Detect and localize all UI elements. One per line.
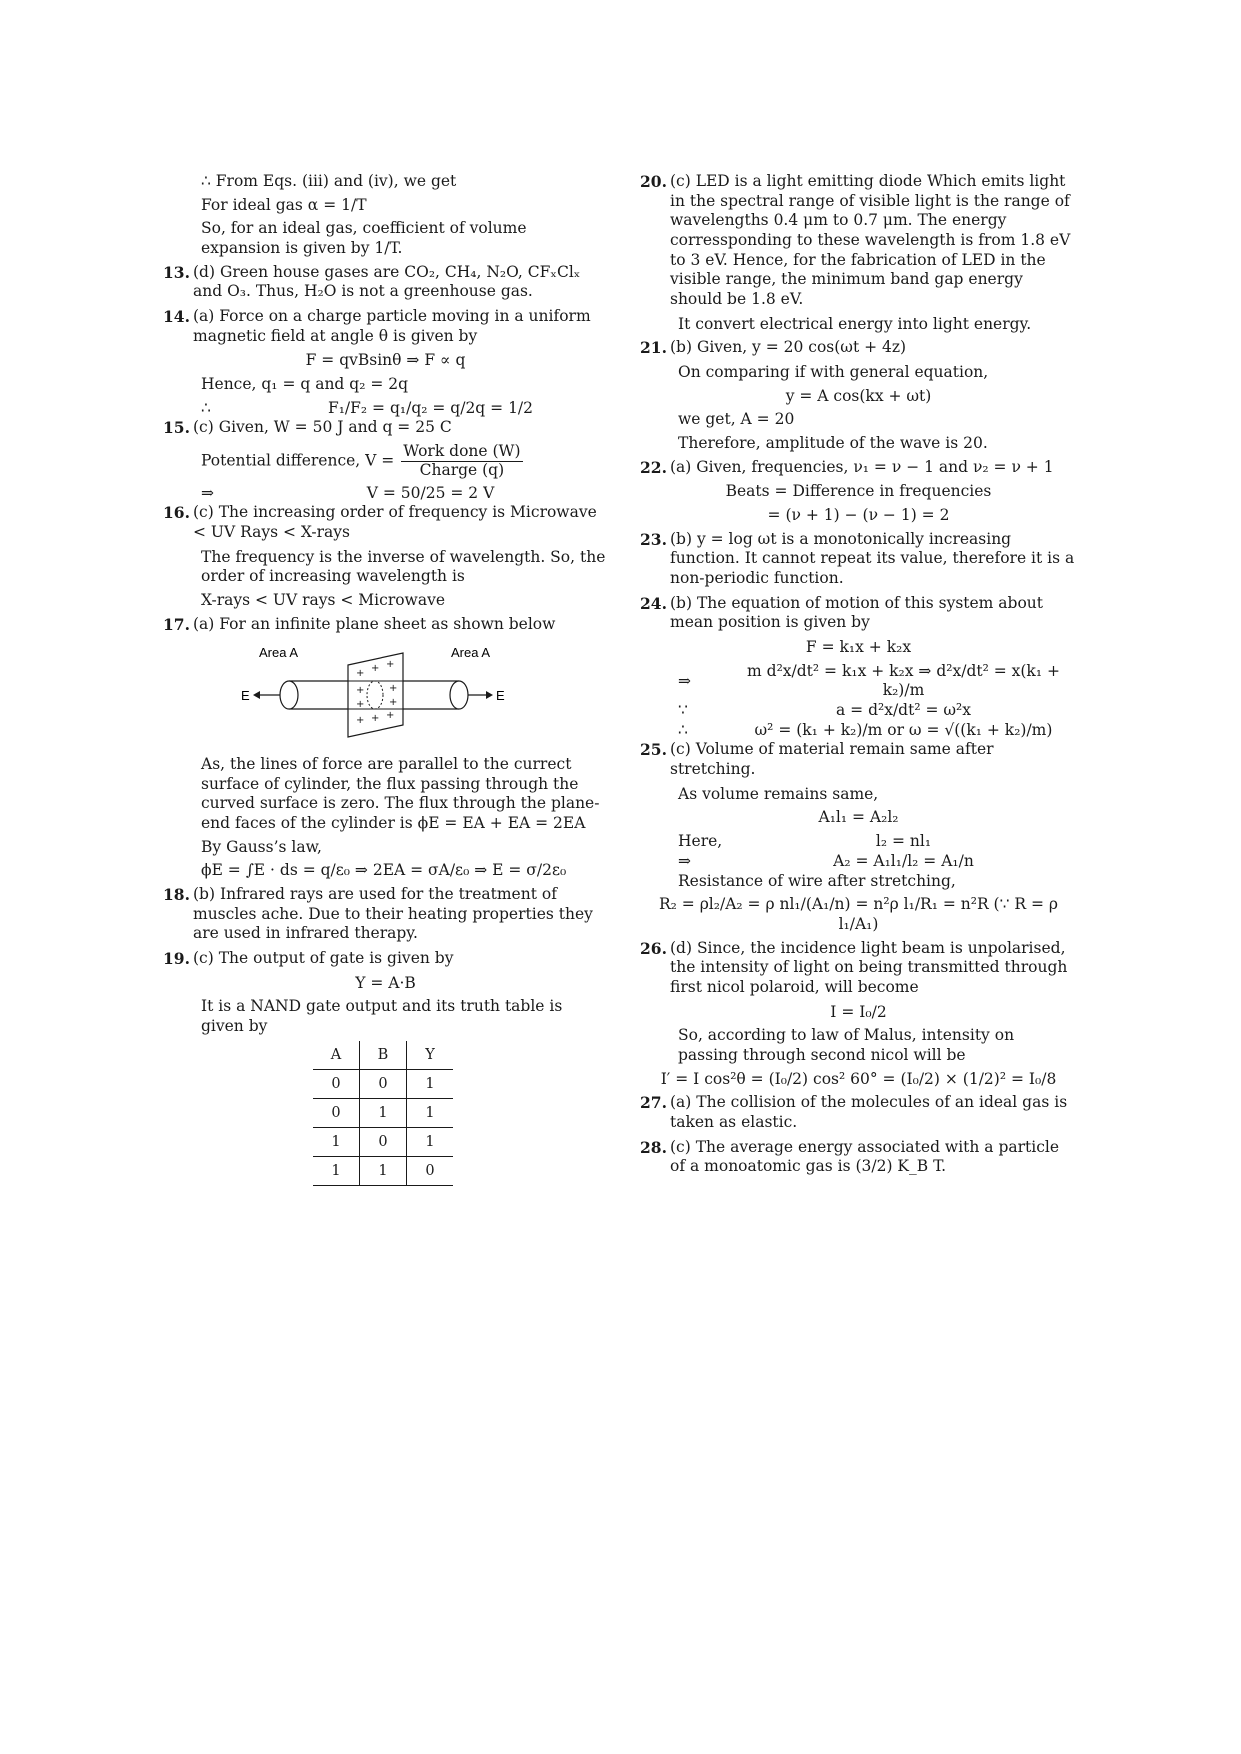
table-row: [313, 1098, 453, 1127]
answer-23: [640, 530, 1077, 589]
answer-28: [640, 1138, 1077, 1177]
answer-18: [163, 885, 608, 944]
left-column: [163, 172, 608, 1186]
answer-21: [640, 338, 1077, 358]
table-cell: 0: [360, 1127, 407, 1156]
implies-symbol: ⇒: [201, 483, 214, 502]
implies-symbol: ⇒: [678, 671, 691, 690]
question-number: 27.: [640, 1093, 667, 1113]
text-line: X-rays < UV rays < Microwave: [201, 591, 445, 610]
table-header-row: [313, 1041, 453, 1070]
denominator: Charge (q): [419, 460, 505, 479]
equation-row: [640, 721, 1077, 741]
answer-26: [640, 939, 1077, 998]
text-line: On comparing if with general equation,: [678, 363, 989, 382]
answer-20: [640, 172, 1077, 310]
field-label-left: E: [241, 688, 250, 704]
answer-22: [640, 458, 1077, 478]
question-number: 21.: [640, 338, 667, 358]
answer-text: (a) For an infinite plane sheet as shown below: [193, 614, 556, 633]
svg-text:+: +: [389, 683, 398, 695]
answer-text: (c) Given, W = 50 J and q = 25 C: [193, 418, 452, 437]
cylinder-end-right: [450, 681, 468, 709]
svg-text:+: +: [389, 697, 398, 709]
therefore-symbol: ∴: [678, 720, 688, 739]
text-line: It convert electrical energy into light energy.: [678, 314, 1032, 333]
answer-text: (d) Green house gases are CO₂, CH₄, N₂O, CFₓClₓ and O₃. Thus, H₂O is not a greenhouse gas.: [193, 262, 581, 301]
cylinder-end-left: [280, 681, 298, 709]
equation: l₂ = nl₁: [875, 832, 932, 851]
answer-text: (b) The equation of motion of this system about mean position is given by: [670, 593, 1044, 632]
answer-text: (a) Given, frequencies, ν₁ = ν − 1 and ν₂ = ν + 1: [670, 457, 1054, 476]
equation-label: Here,: [678, 832, 723, 851]
table-cell: 1: [360, 1098, 407, 1127]
answer-text: (a) The collision of the molecules of an ideal gas is taken as elastic.: [670, 1093, 1068, 1131]
text-line: ∴ From Eqs. (iii) and (iv), we get: [201, 172, 457, 190]
table-row: [313, 1156, 453, 1185]
question-number: 24.: [640, 593, 667, 613]
answer-text: (c) The average energy associated with a particle of a monoatomic gas is (3/2) K_B T.: [670, 1137, 1060, 1176]
question-number: 25.: [640, 740, 667, 760]
equation: Hence, q₁ = q and q₂ = 2q: [201, 375, 409, 394]
table-row: [313, 1069, 453, 1098]
answer-text: (c) The increasing order of frequency is Microwave < UV Rays < X-rays: [193, 503, 597, 542]
answer-25: [640, 740, 1077, 779]
arrow-left-icon: [253, 691, 260, 699]
table-cell: 1: [313, 1156, 360, 1185]
because-symbol: ∵: [678, 701, 688, 720]
equation-row: [640, 832, 1077, 852]
equation: F₁/F₂ = q₁/q₂ = q/2q = 1/2: [327, 398, 534, 417]
equation: a = d²x/dt² = ω²x: [836, 701, 971, 720]
table-cell: 1: [360, 1156, 407, 1185]
equation: A₁l₁ = A₂l₂: [818, 808, 899, 827]
answer-text: (d) Since, the incidence light beam is unpolarised, the intensity of light on being transmitted through first nicol polaroid, will become: [670, 938, 1068, 996]
text-line: As, the lines of force are parallel to the currect surface of cylinder, the flux passing through the curved surface is zero. The flux through the plane-end faces of the cylinder is ϕE = EA + EA = 2EA: [201, 755, 600, 833]
equation-row: [163, 484, 608, 504]
equation: R₂ = ρl₂/A₂ = ρ nl₁/(A₁/n) = n²ρ l₁/R₁ = n²R (∵ R = ρ l₁/A₁): [658, 895, 1059, 933]
table-cell: 1: [407, 1098, 454, 1127]
question-number: 22.: [640, 457, 667, 477]
table-cell: 1: [407, 1127, 454, 1156]
equation: ϕE = ∫E · ds = q/ε₀ ⇒ 2EA = σA/ε₀ ⇒ E = σ/2ε₀: [201, 861, 567, 880]
equation-row: [640, 852, 1077, 872]
table-header: A: [313, 1041, 360, 1070]
fraction: [401, 443, 522, 480]
answer-text: (c) LED is a light emitting diode Which emits light in the spectral range of visible light is the range of wavelengths 0.4 μm to 0.7 μm. The energy corressponding to these wavelength is from 1.8 eV to 3 eV. Hence, for the fabrication of LED in the visible range, the minimum band gap energy should be 1.8 eV.: [670, 172, 1071, 309]
right-column: [640, 172, 1077, 1182]
question-number: 23.: [640, 529, 667, 549]
field-label-right: E: [496, 688, 505, 704]
text-line: Therefore, amplitude of the wave is 20.: [678, 434, 988, 453]
question-number: 14.: [163, 307, 190, 327]
question-number: 13.: [163, 262, 190, 282]
answer-16: [163, 503, 608, 542]
question-number: 28.: [640, 1137, 667, 1157]
numerator: Work done (W): [403, 442, 521, 461]
svg-text:+: +: [371, 713, 380, 725]
table-cell: 1: [313, 1127, 360, 1156]
equation: y = A cos(kx + ωt): [785, 386, 932, 405]
question-number: 17.: [163, 614, 190, 634]
answer-text: (b) Given, y = 20 cos(ωt + 4z): [670, 338, 907, 357]
answer-text: (b) Infrared rays are used for the treatment of muscles ache. Due to their heating properties they are used in infrared therapy.: [193, 885, 593, 943]
svg-text:+: +: [386, 659, 395, 671]
question-number: 20.: [640, 172, 667, 191]
question-number: 19.: [163, 949, 190, 969]
equation: F = k₁x + k₂x: [805, 638, 912, 657]
text-line: So, according to law of Malus, intensity on passing through second nicol will be: [678, 1026, 1015, 1064]
truth-table: [313, 1041, 453, 1186]
text-line: Resistance of wire after stretching,: [678, 871, 956, 890]
svg-text:+: +: [371, 663, 380, 675]
therefore-symbol: ∴: [201, 398, 211, 417]
equation: V = 50/25 = 2 V: [366, 483, 495, 502]
svg-text:+: +: [386, 710, 395, 722]
equation-row: [640, 662, 1077, 701]
equation: m d²x/dt² = k₁x + k₂x ⇒ d²x/dt² = x(k₁ + k₂)/m: [747, 661, 1060, 700]
text-line: The frequency is the inverse of wavelength. So, the order of increasing wavelength is: [201, 547, 606, 586]
svg-text:+: +: [356, 699, 365, 711]
area-label-right: Area A: [451, 645, 491, 661]
answer-text: (c) The output of gate is given by: [193, 949, 454, 968]
area-label-left: Area A: [259, 645, 299, 661]
equation: I′ = I cos²θ = (I₀/2) cos² 60° = (I₀/2) × (1/2)² = I₀/8: [660, 1069, 1057, 1088]
text-line: So, for an ideal gas, coefficient of volume expansion is given by 1/T.: [201, 219, 527, 258]
answer-13: [163, 263, 608, 302]
answer-17: [163, 615, 608, 635]
equation: ω² = (k₁ + k₂)/m or ω = √((k₁ + k₂)/m): [754, 720, 1053, 739]
equation: = (ν + 1) − (ν − 1) = 2: [767, 506, 950, 525]
text-line: As volume remains same,: [678, 784, 879, 803]
text-line: we get, A = 20: [678, 410, 795, 429]
table-cell: 0: [313, 1069, 360, 1098]
implies-symbol: ⇒: [678, 851, 691, 870]
equation: Y = A·B: [355, 973, 416, 992]
table-row: [313, 1127, 453, 1156]
equation: A₂ = A₁l₁/l₂ = A₁/n: [833, 851, 974, 870]
answer-14: [163, 307, 608, 346]
equation-row: [640, 701, 1077, 721]
answer-15: [163, 418, 608, 438]
question-number: 26.: [640, 938, 667, 958]
equation-label: Potential difference, V =: [201, 451, 395, 470]
question-number: 18.: [163, 885, 190, 905]
answer-27: [640, 1093, 1077, 1132]
text-line: By Gauss’s law,: [201, 837, 322, 856]
answer-text: (a) Force on a charge particle moving in a uniform magnetic field at angle θ is given by: [193, 307, 591, 345]
equation: I = I₀/2: [830, 1002, 887, 1021]
answer-text: (b) y = log ωt is a monotonically increasing function. It cannot repeat its value, therefore it is a non-periodic function.: [670, 529, 1075, 588]
table-header: Y: [407, 1041, 454, 1070]
equation: Beats = Difference in frequencies: [725, 482, 992, 501]
question-number: 15.: [163, 418, 190, 438]
svg-text:+: +: [356, 685, 365, 697]
question-number: 16.: [163, 503, 190, 523]
arrow-right-icon: [486, 691, 493, 699]
text-line: For ideal gas α = 1/T: [201, 195, 367, 214]
answer-24: [640, 594, 1077, 633]
svg-text:+: +: [356, 715, 365, 727]
table-cell: 0: [360, 1069, 407, 1098]
text-line: It is a NAND gate output and its truth table is given by: [201, 997, 563, 1036]
svg-text:+: +: [356, 668, 365, 680]
table-cell: 1: [407, 1069, 454, 1098]
answer-text: (c) Volume of material remain same after stretching.: [670, 740, 994, 779]
table-cell: 0: [407, 1156, 454, 1185]
equation-row: [163, 399, 608, 419]
gauss-cylinder-diagram: [223, 643, 523, 743]
answer-19: [163, 949, 608, 969]
table-cell: 0: [313, 1098, 360, 1127]
equation: F = qvBsinθ ⇒ F ∝ q: [305, 351, 466, 370]
table-header: B: [360, 1041, 407, 1070]
equation: [163, 443, 608, 480]
